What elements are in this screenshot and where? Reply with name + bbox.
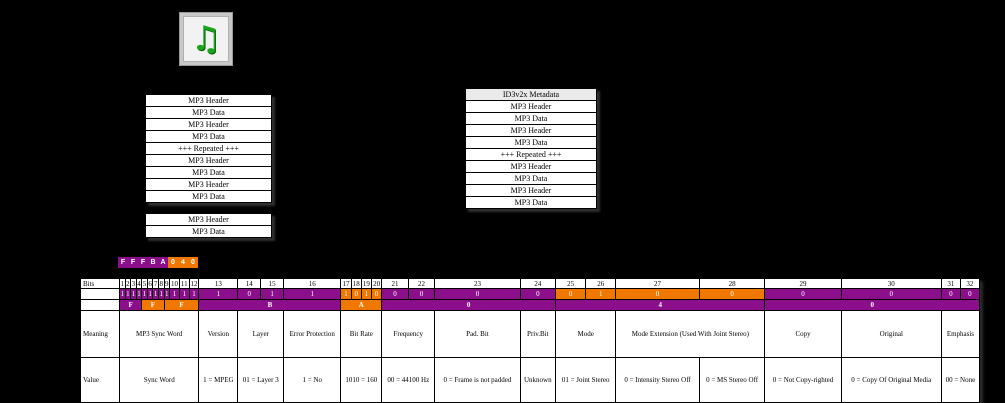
- stack-row: MP3 Data: [146, 131, 271, 143]
- table-cell: 1010 = 160: [341, 358, 382, 403]
- table-cell: 4: [556, 300, 765, 311]
- table-cell: Pad. Bit: [435, 311, 520, 358]
- table-cell: 0: [238, 289, 261, 300]
- table-cell: Error Protection: [284, 311, 341, 358]
- table-cell: 1: [137, 290, 141, 298]
- table-cell: 28: [699, 279, 765, 289]
- table-cell: 0 = Intensity Stereo Off: [616, 358, 699, 403]
- table-cell: 0: [765, 300, 980, 311]
- table-cell: 5: [142, 279, 147, 288]
- stack-row: ID3v2x Metadata: [466, 89, 596, 101]
- table-cell: 0: [941, 289, 960, 300]
- table-cell: 1: [179, 289, 189, 300]
- table-cell: 8: [159, 279, 163, 288]
- table-cell: 0: [351, 289, 361, 300]
- stack-row: MP3 Data: [466, 113, 596, 125]
- mp3-file-icon[interactable]: [179, 12, 233, 66]
- table-cell: 30: [841, 279, 941, 289]
- mp3-structure-with-id3: [465, 88, 597, 209]
- table-cell: 0: [841, 289, 941, 300]
- table-cell: 1: [148, 290, 152, 298]
- table-cell: 18: [352, 279, 360, 288]
- table-cell: 0: [699, 289, 765, 300]
- table-cell: Sync Word: [120, 358, 199, 403]
- table-cell: Original: [841, 311, 941, 358]
- table-cell: 24: [520, 279, 555, 289]
- table-cell: 1: [284, 289, 341, 300]
- table-cell: 1: [120, 290, 125, 298]
- stack-row: MP3 Header: [146, 155, 271, 167]
- table-cell: 2: [126, 279, 130, 288]
- table-cell: 25: [556, 279, 586, 289]
- table-row-meaning: [81, 311, 980, 358]
- hex-chip: 0: [188, 257, 198, 268]
- stack-row: MP3 Header: [466, 161, 596, 173]
- table-cell: Layer: [238, 311, 284, 358]
- stack-row: MP3 Header: [146, 214, 271, 226]
- hex-chip: A: [158, 257, 168, 268]
- table-cell: 0: [765, 289, 841, 300]
- table-cell: Mode: [556, 311, 616, 358]
- table-cell: 15: [261, 279, 284, 289]
- table-cell: 27: [616, 279, 699, 289]
- music-note-icon: ♫: [190, 19, 222, 59]
- table-row-binary: [81, 289, 980, 300]
- table-cell: Version: [199, 311, 238, 358]
- table-cell: 1: [341, 289, 351, 300]
- table-cell: 0: [372, 289, 382, 300]
- table-cell: 21: [382, 279, 409, 289]
- table-row-value: [81, 358, 980, 403]
- table-row-bits: [81, 279, 980, 289]
- table-cell: 1: [142, 290, 147, 298]
- table-cell: 00 = None: [941, 358, 979, 403]
- table-cell: 1: [126, 290, 130, 298]
- table-cell: 9: [165, 279, 169, 288]
- mp3-header-bit-table: [80, 278, 980, 403]
- table-cell: 01 = Layer 3: [238, 358, 284, 403]
- row-label: Hex: [81, 300, 120, 311]
- mp3-structure-no-id3: [145, 94, 272, 203]
- table-cell: 0: [616, 289, 699, 300]
- table-cell: 19: [362, 279, 370, 288]
- table-cell: 0: [408, 289, 435, 300]
- table-cell: 01 = Joint Stereo: [556, 358, 616, 403]
- row-label: Binary: [81, 289, 120, 300]
- table-cell: Emphasis: [941, 311, 979, 358]
- table-cell: Priv.Bit: [520, 311, 555, 358]
- table-cell: 1 = MPEG: [199, 358, 238, 403]
- table-cell: 1: [170, 289, 180, 300]
- table-cell: 1: [586, 289, 616, 300]
- table-cell: 0 = Not Copy-righted: [765, 358, 841, 403]
- stack-row: MP3 Header: [146, 95, 271, 107]
- mp3-frame-detail: [145, 213, 272, 238]
- table-cell: 23: [435, 279, 520, 289]
- table-cell: 00 = 44100 Hz: [382, 358, 435, 403]
- table-cell: 1: [361, 289, 371, 300]
- table-cell: A: [341, 300, 382, 311]
- table-cell: 7: [153, 279, 158, 288]
- table-cell: MP3 Sync Word: [120, 311, 199, 358]
- stack-row: MP3 Data: [146, 191, 271, 202]
- table-cell: 1 = No: [284, 358, 341, 403]
- stack-row: MP3 Data: [466, 137, 596, 149]
- table-cell: 22: [408, 279, 435, 289]
- table-cell: 16: [284, 279, 341, 289]
- table-cell: B: [199, 300, 341, 311]
- table-cell: 0: [556, 289, 586, 300]
- row-label: Bits: [81, 279, 120, 289]
- stack-row: MP3 Header: [466, 101, 596, 113]
- table-cell: 11: [180, 279, 188, 288]
- stack-row: MP3 Data: [466, 173, 596, 185]
- table-cell: 12: [190, 279, 198, 288]
- table-cell: 4: [137, 279, 141, 288]
- table-cell: 20: [373, 279, 381, 288]
- table-cell: F: [164, 300, 199, 311]
- table-cell: 1: [261, 289, 284, 300]
- stack-row: MP3 Header: [466, 185, 596, 197]
- stack-row: +++ Repeated +++: [466, 149, 596, 161]
- stack-row: MP3 Data: [146, 167, 271, 179]
- table-cell: 3: [131, 279, 136, 288]
- hex-chip: F: [128, 257, 138, 268]
- table-cell: 32: [960, 279, 979, 289]
- table-cell: 1: [165, 290, 169, 298]
- hex-chip: 0: [168, 257, 178, 268]
- table-cell: 26: [586, 279, 616, 289]
- table-cell: 14: [238, 279, 261, 289]
- table-cell: 1: [153, 290, 158, 298]
- table-cell: 29: [765, 279, 841, 289]
- stack-row: MP3 Data: [146, 107, 271, 119]
- table-cell: 0 = Copy Of Original Media: [841, 358, 941, 403]
- table-cell: 31: [941, 279, 960, 289]
- table-row-hex: [81, 300, 980, 311]
- row-label: Value: [81, 358, 120, 403]
- table-cell: 10: [171, 279, 178, 288]
- table-cell: 1: [199, 289, 238, 300]
- hex-chip-strip: [118, 257, 198, 268]
- row-label: Meaning: [81, 311, 120, 358]
- table-cell: 1: [131, 290, 136, 298]
- stack-row: MP3 Header: [146, 119, 271, 131]
- stack-row: MP3 Header: [146, 179, 271, 191]
- stack-row: MP3 Data: [146, 226, 271, 237]
- table-cell: 0: [382, 289, 409, 300]
- table-cell: Frequency: [382, 311, 435, 358]
- hex-chip: B: [148, 257, 158, 268]
- table-cell: F: [142, 300, 164, 311]
- table-cell: 6: [148, 279, 152, 288]
- table-cell: Mode Extension (Used With Joint Stereo): [616, 311, 765, 358]
- table-cell: 1: [120, 279, 125, 288]
- table-cell: 0: [435, 289, 520, 300]
- table-cell: Copy: [765, 311, 841, 358]
- table-cell: 0 = MS Stereo Off: [699, 358, 765, 403]
- table-cell: 0 = Frame is not padded: [435, 358, 520, 403]
- hex-chip: F: [138, 257, 148, 268]
- hex-chip: 4: [178, 257, 188, 268]
- table-cell: 17: [342, 279, 350, 288]
- table-cell: 0: [520, 289, 555, 300]
- stack-row: +++ Repeated +++: [146, 143, 271, 155]
- table-cell: Bit Rate: [341, 311, 382, 358]
- hex-chip: F: [118, 257, 128, 268]
- stack-row: MP3 Header: [466, 125, 596, 137]
- table-cell: 1: [159, 290, 163, 298]
- table-cell: F: [120, 300, 142, 311]
- table-cell: 1: [189, 289, 199, 300]
- table-cell: 13: [199, 279, 238, 289]
- stack-row: MP3 Data: [466, 197, 596, 208]
- table-cell: Unknown: [520, 358, 555, 403]
- table-cell: 0: [960, 289, 979, 300]
- table-cell: 0: [382, 300, 556, 311]
